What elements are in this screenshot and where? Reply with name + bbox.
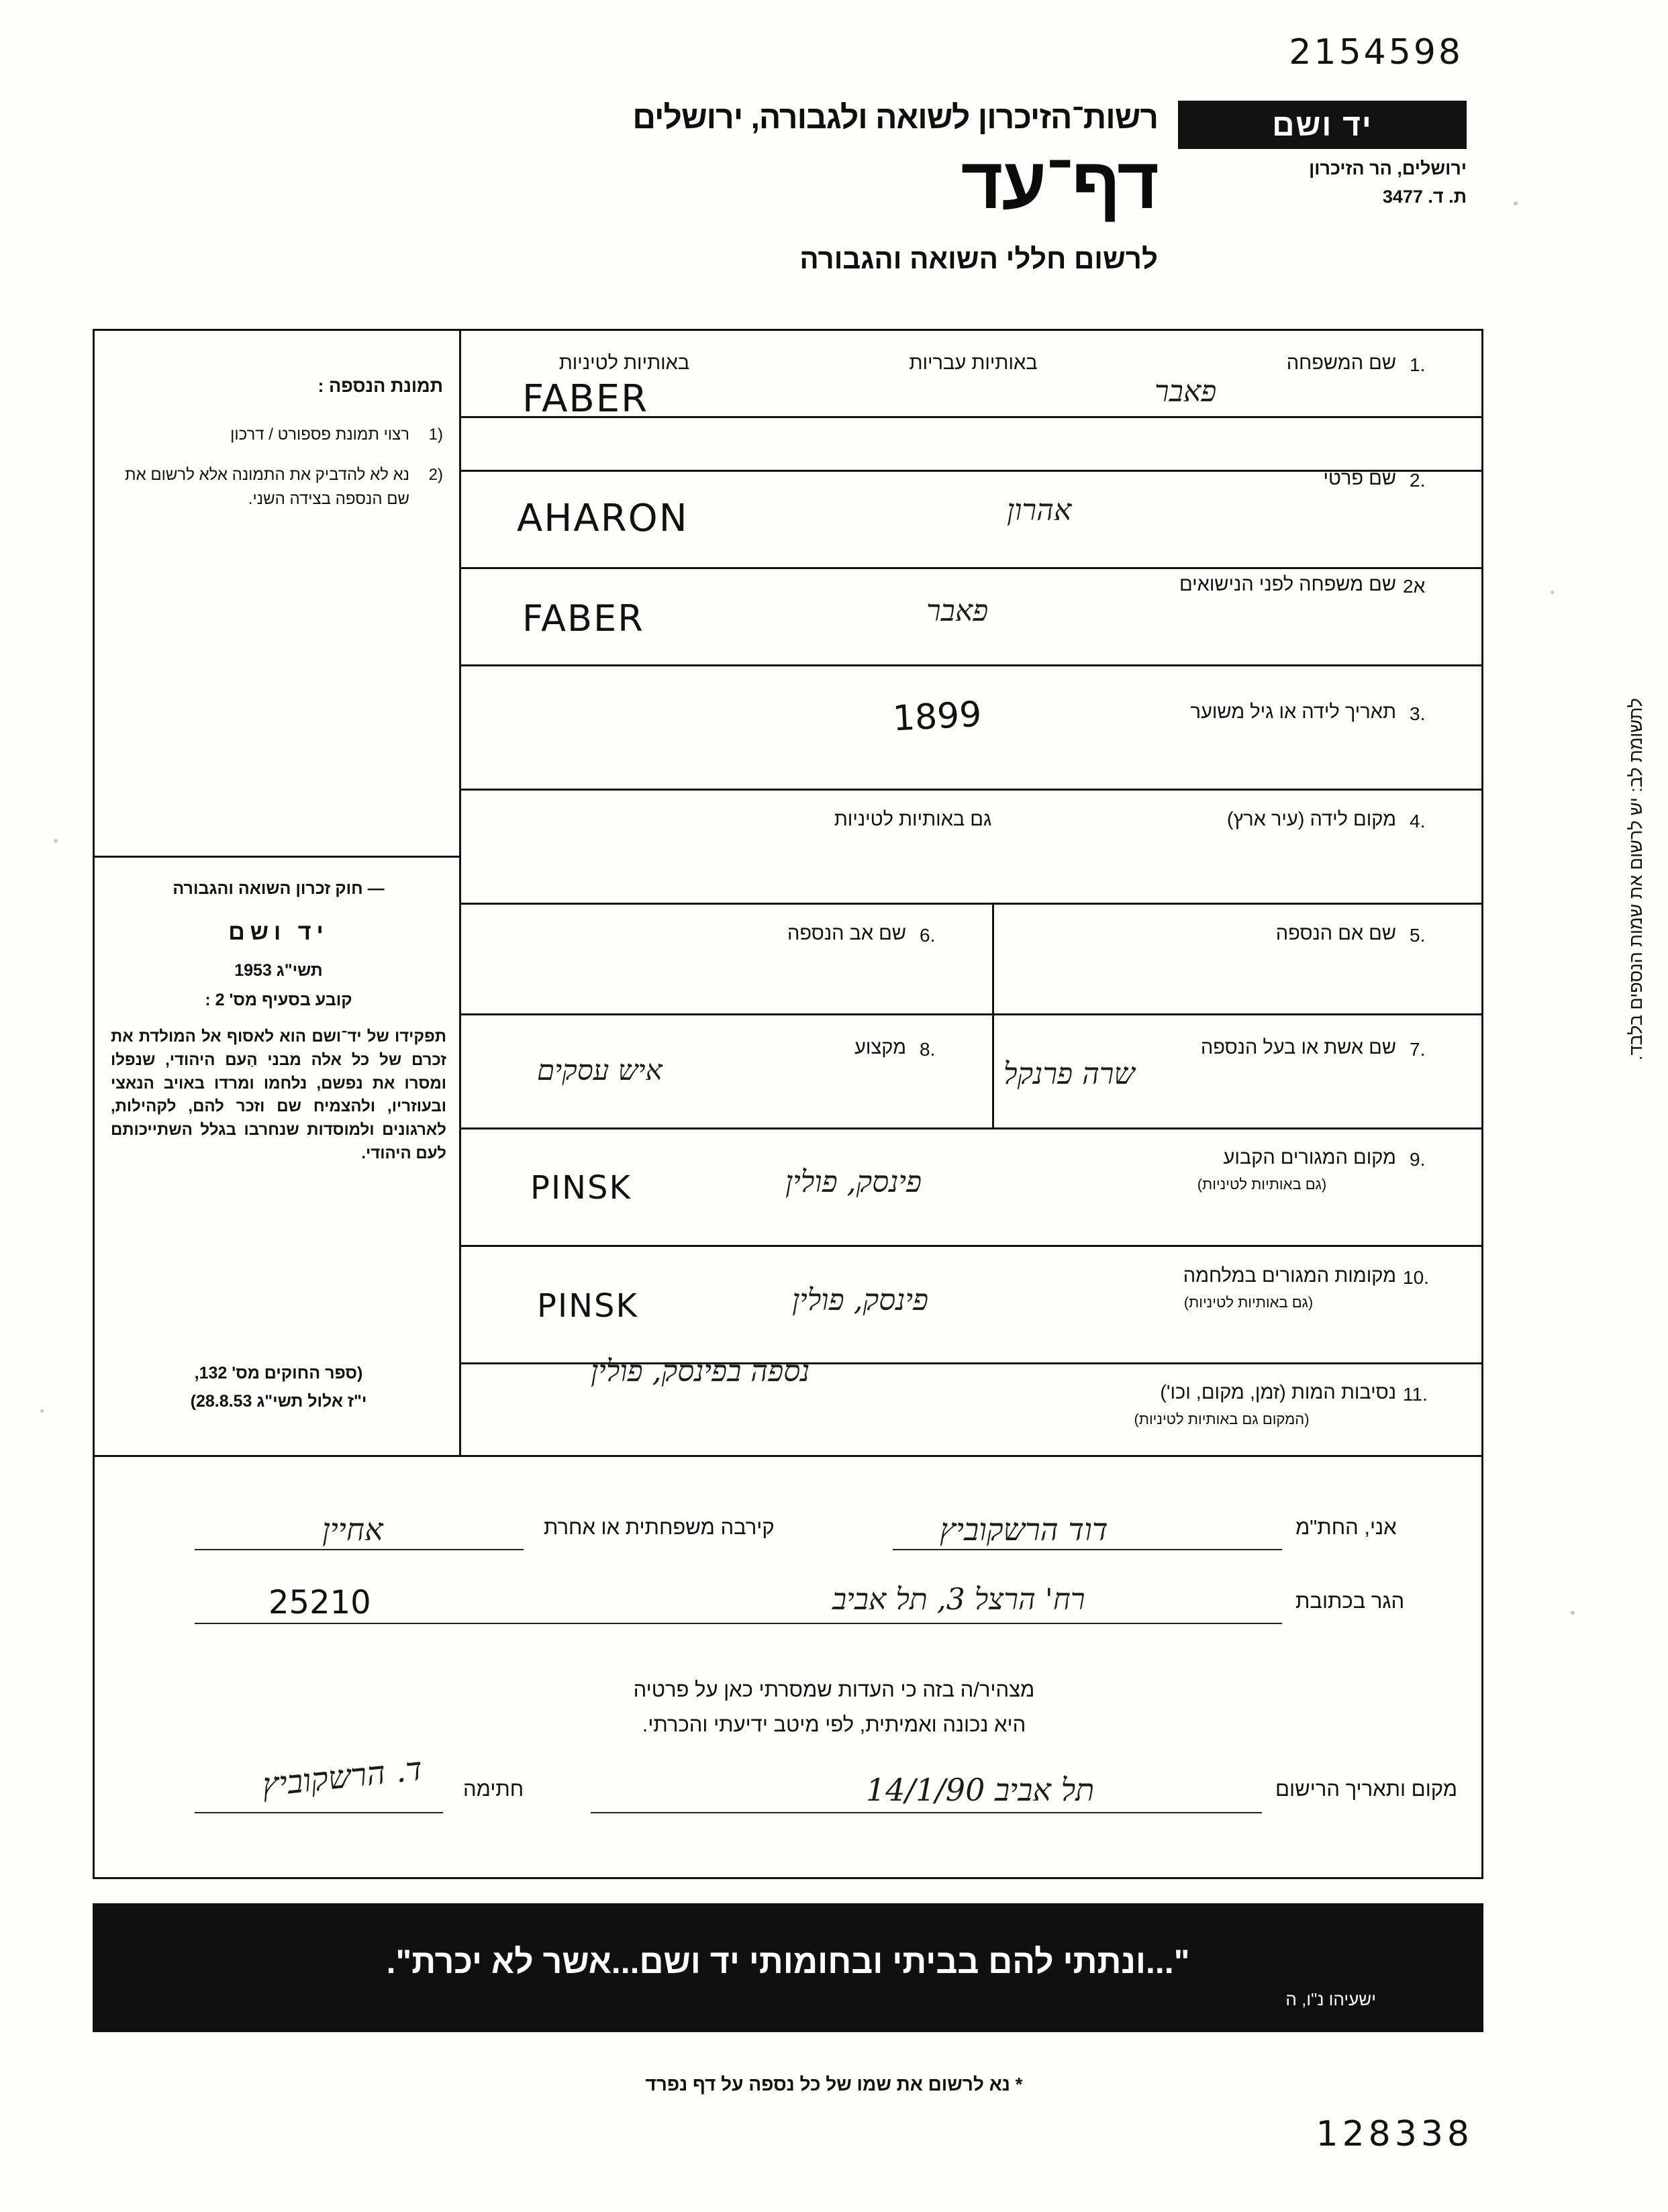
quote-banner — [93, 1903, 1483, 2032]
registration-place-date-label: מקום ותאריך הרישום — [1275, 1777, 1458, 1801]
declaration-relation-value: אחיין — [322, 1511, 383, 1548]
row-separator — [459, 1245, 1483, 1247]
field-6-number: 6. — [920, 925, 936, 946]
scan-speck — [1571, 1611, 1575, 1615]
authority-title: רשות־הזיכרון לשואה ולגבורה, ירושלים — [632, 100, 1158, 136]
top-serial-number: 2154598 — [1289, 32, 1463, 72]
address-line-1: ירושלים, הר הזיכרון — [1309, 158, 1467, 179]
bottom-serial-number: 128338 — [1316, 2114, 1473, 2154]
row-separator — [459, 1127, 1483, 1129]
field-2a-value-hebrew: פאבר — [926, 594, 989, 628]
declaration-name-rule — [893, 1549, 1282, 1550]
scan-speck — [40, 1409, 44, 1413]
yad-vashem-logo: יד ושם — [1178, 101, 1467, 149]
registration-place-date-value: תל אביב 14/1/90 — [866, 1772, 1095, 1808]
footer-note: * נא לרשום את שמו של כל נספה על דף נפרד — [645, 2074, 1023, 2095]
field-6-label: שם אב הנספה — [787, 923, 906, 944]
field-1-number: 1. — [1410, 354, 1426, 375]
field-8-number: 8. — [920, 1039, 936, 1060]
law-reference-2: י"ז אלול תשי"ג 28.8.53) — [190, 1392, 367, 1411]
declaration-relation-rule — [195, 1549, 524, 1550]
signature-value: ד. הרשקוביץ — [260, 1750, 424, 1805]
scan-speck — [54, 839, 58, 843]
registration-rule — [591, 1812, 1262, 1813]
scan-speck — [1514, 201, 1518, 205]
law-body-text: תפקידו של יד־ושם הוא לאסוף אל המולדת את זכרם של כל אלה מבני הַעם היהודי, שנפלו ומסרו את נפשם, נלחמו ומרדו באויב הנאצי ובעוזריו, ולהצמיח שם וזכר להם, לקהילות, לארגונים ולמוסדות שנחרבו בגלל השתייכותם לעם היהודי. — [111, 1027, 446, 1162]
field-1-hint-hebrew: באותיות עבריות — [909, 352, 1038, 374]
field-7-label: שם אשת או בעל הנספה — [1200, 1037, 1396, 1058]
field-2a-label: שם משפחה לפני הנישואים — [1179, 574, 1396, 595]
field-8-value: איש עסקים — [537, 1054, 663, 1087]
field-1-hint-latin: באותיות לטיניות — [558, 352, 690, 374]
field-7-number: 7. — [1410, 1039, 1426, 1060]
address-line-2: ת. ד. 3477 — [1382, 187, 1467, 207]
law-heading: — חוק זכרון השואה והגבורה — [173, 879, 385, 898]
field-1-value-hebrew: פאבר — [1155, 374, 1217, 409]
declaration-statement-2: היא נכונה ואמיתית, לפי מיטב ידיעתי והכרתי. — [642, 1713, 1026, 1736]
row-separator — [459, 1013, 1483, 1015]
field-9-label: מקום המגורים הקבוע — [1223, 1147, 1396, 1168]
photo-instruction-1-number: (1 — [428, 425, 443, 444]
row-separator — [459, 903, 1483, 905]
left-column-separator-1 — [95, 856, 459, 858]
law-year: תשי"ג 1953 — [234, 961, 323, 980]
field-11-label: נסיבות המות (זמן, מקום, וכו') — [1160, 1382, 1396, 1403]
law-clause: קובע בסעיף מס' 2 : — [205, 991, 352, 1009]
row-separator — [459, 567, 1483, 569]
column-divider — [459, 329, 461, 1456]
field-8-label: מקצוע — [854, 1037, 906, 1058]
field-4-hint-latin: גם באותיות לטיניות — [834, 809, 992, 830]
field-10-value-hebrew: פינסק, פולין — [792, 1283, 929, 1317]
row-separator — [459, 664, 1483, 666]
photo-instruction-2-number: (2 — [428, 466, 443, 484]
field-3-value: 1899 — [891, 694, 983, 740]
declaration-address-value: רח' הרצל 3, תל אביב — [832, 1582, 1085, 1617]
field-2a-number: 2א — [1403, 576, 1426, 597]
field-3-number: 3. — [1410, 703, 1426, 724]
quote-text: "...ונתתי להם בביתי ובחומותי יד ושם...אשר לא יכרת". — [386, 1943, 1190, 1980]
field-11-number: 11. — [1403, 1384, 1428, 1405]
field-4-number: 4. — [1410, 811, 1426, 832]
field-1-value-latin: FABER — [522, 377, 649, 421]
law-reference-1: (ספר החוקים מס' 132, — [194, 1364, 363, 1382]
scan-speck — [1551, 591, 1554, 594]
field-10-value-latin: PINSK — [537, 1287, 638, 1325]
field-10-hint: (גם באותיות לטיניות) — [1183, 1294, 1314, 1311]
side-note: לתשומת לב: יש לרשום את שמות הנספים בלבד. — [1626, 698, 1646, 1061]
field-9-value-hebrew: פינסק, פולין — [785, 1165, 922, 1199]
field-5-number: 5. — [1410, 925, 1426, 946]
field-2-value-hebrew: אהרון — [1007, 493, 1072, 527]
signature-rule — [195, 1812, 443, 1813]
declaration-statement-1: מצהיר/ה בזה כי העדות שמסרתי כאן על פרטיה — [633, 1678, 1035, 1701]
row-separator — [459, 789, 1483, 791]
quote-source: ישעיהו נ"ו, ה — [1285, 1989, 1376, 2009]
cell-divider — [992, 903, 994, 1127]
field-2-number: 2. — [1410, 470, 1426, 491]
declaration-name-label: אני, החת"מ — [1295, 1515, 1397, 1539]
field-9-hint: (גם באותיות לטיניות) — [1197, 1176, 1327, 1193]
field-10-number: 10. — [1403, 1267, 1429, 1288]
declaration-address-label: הגר בכתובת — [1295, 1589, 1405, 1613]
field-1-label: שם המשפחה — [1286, 352, 1396, 374]
field-2-value-latin: AHARON — [517, 497, 689, 540]
declaration-separator — [95, 1455, 1481, 1457]
declaration-postal-value: 25210 — [268, 1584, 371, 1621]
field-11-hint: (המקום גם באותיות לטיניות) — [1134, 1411, 1310, 1427]
field-4-label: מקום לידה (עיר ארץ) — [1226, 809, 1396, 830]
field-2-label: שם פרטי — [1323, 468, 1396, 489]
photo-box-title: תמונת הנספה : — [317, 376, 443, 396]
signature-label: חתימה — [463, 1777, 524, 1801]
page-title: דף־עד — [961, 142, 1158, 223]
photo-instruction-1: רצוי תמונת פספורט / דרכון — [230, 425, 409, 444]
declaration-relation-label: קירבה משפחתית או אחרת — [544, 1515, 775, 1539]
photo-instruction-2: נא לא להדביק את התמונה אלא לרשום את שם הנספה בצידה השני. — [125, 466, 409, 508]
law-institution-name: יד ושם — [228, 919, 329, 945]
declaration-name-value: דוד הרשקוביץ — [940, 1511, 1108, 1548]
field-10-label: מקומות המגורים במלחמה — [1183, 1265, 1396, 1287]
declaration-address-rule — [195, 1623, 1282, 1624]
field-9-value-latin: PINSK — [530, 1169, 632, 1207]
field-7-value: שרה פרנקל — [1003, 1057, 1135, 1091]
field-2a-value-latin: FABER — [522, 597, 644, 640]
field-5-label: שם אם הנספה — [1275, 923, 1396, 944]
field-9-number: 9. — [1410, 1149, 1426, 1170]
field-11-value: נספה בפינסק, פולין — [591, 1354, 810, 1389]
page-subtitle: לרשום חללי השואה והגבורה — [799, 243, 1158, 274]
field-3-label: תאריך לידה או גיל משוער — [1190, 701, 1396, 723]
